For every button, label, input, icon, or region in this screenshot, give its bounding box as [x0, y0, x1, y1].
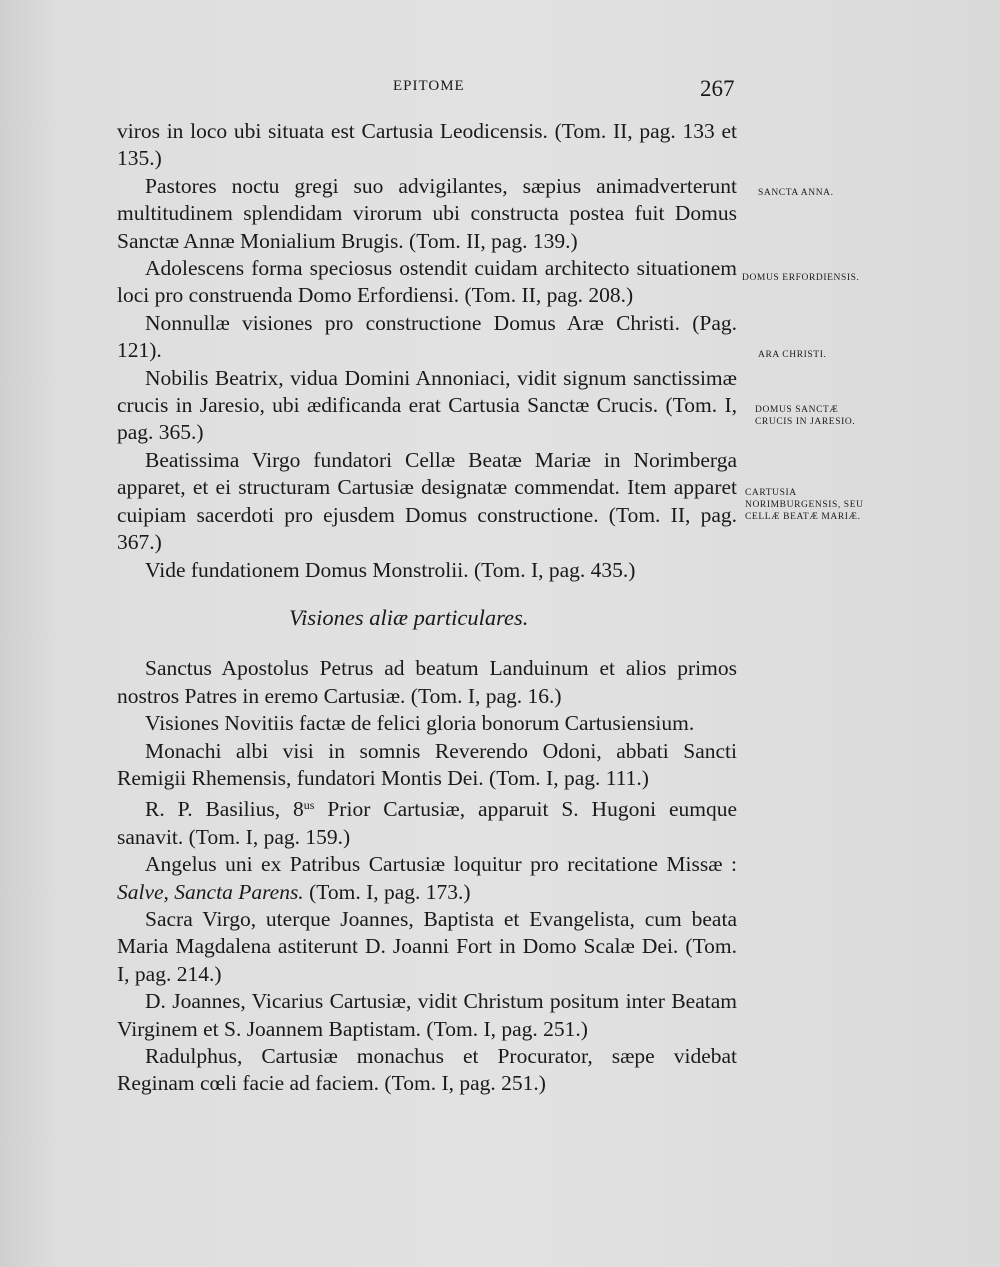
paragraph: [117, 851, 737, 906]
text-segment: R. P. Basilius, 8: [145, 797, 304, 822]
running-header: EPITOME: [393, 78, 465, 94]
paragraph: [117, 792, 737, 851]
margin-note: ARA CHRISTI.: [758, 350, 827, 360]
paragraph: Monachi albi visi in somnis Reverendo Odoni, abbati Sancti Remigii Rhemensis, fundatori Montis Dei. (Tom. I, pag. 111.): [117, 738, 737, 790]
margin-note: DOMUS SANCTÆ CRUCIS IN JARESIO.: [755, 405, 856, 427]
margin-note: CARTUSIA NORIMBURGENSIS, SEU CELLÆ BEATÆ MARIÆ.: [745, 488, 864, 522]
paragraph: D. Joannes, Vicarius Cartusiæ, vidit Christum positum inter Beatam Virginem et S. Joannem Baptistam. (Tom. I, pag. 251.): [117, 989, 737, 1041]
section-heading: Visiones aliæ particulares.: [289, 604, 529, 630]
paragraph: Sacra Virgo, uterque Joannes, Baptista et Evangelista, cum beata Maria Magdalena astiterunt D. Joanni Fort in Domo Scalæ Dei. (Tom. I, pag. 214.): [117, 906, 737, 986]
paragraph: Beatissima Virgo fundatori Cellæ Beatæ Mariæ in Norimberga apparet, et ei structuram Cartusiæ designatæ commendat. Item apparet cuipiam sacerdoti pro ejusdem Domus constructione. (Tom. II, pag. 367.): [117, 447, 737, 555]
paragraph: Nobilis Beatrix, vidua Domini Annoniaci, vidit signum sanctissimæ crucis in Jaresio, ubi ædificanda erat Cartusia Sanctæ Crucis. (Tom. I, pag. 365.): [117, 365, 737, 445]
text-segment: Angelus uni ex Patribus Cartusiæ loquitur pro recitatione Missæ :: [145, 852, 737, 877]
text-segment: Prior Cartusiæ, apparuit S. Hugoni eumque sanavit. (Tom. I, pag. 159.): [117, 797, 738, 849]
margin-note: SANCTA ANNA.: [758, 188, 834, 198]
paragraph: Sanctus Apostolus Petrus ad beatum Landuinum et alios primos nostros Patres in eremo Cartusiæ. (Tom. I, pag. 16.): [117, 656, 737, 708]
paragraph: Nonnullæ visiones pro constructione Domus Aræ Christi. (Pag. 121).: [117, 310, 737, 363]
text-segment: (Tom. I, pag. 173.): [303, 879, 471, 904]
paragraph: Pastores noctu gregi suo advigilantes, sæpius animadverterunt multitudinem splendidam virorum ubi constructa postea fuit Domus Sanctæ Annæ Monialium Brugis. (Tom. II, pag. 139.): [117, 173, 737, 253]
margin-note: DOMUS ERFORDIENSIS.: [742, 273, 860, 283]
paragraph: Radulphus, Cartusiæ monachus et Procurator, sæpe videbat Reginam cœli facie ad faciem. (Tom. I, pag. 251.): [117, 1044, 737, 1096]
paragraph: Vide fundationem Domus Monstrolii. (Tom. I, pag. 435.): [145, 557, 636, 582]
italic-title: Salve, Sancta Parens.: [117, 879, 304, 904]
body-text: [117, 118, 737, 1098]
superscript: us: [303, 798, 315, 813]
page-number: 267: [700, 76, 735, 101]
paragraph: viros in loco ubi situata est Cartusia Leodicensis. (Tom. II, pag. 133 et 135.): [117, 119, 737, 171]
paragraph: Visiones Novitiis factæ de felici gloria bonorum Cartusiensium.: [145, 711, 695, 736]
paragraph: Adolescens forma speciosus ostendit cuidam architecto situationem loci pro construenda Domo Erfordiensi. (Tom. II, pag. 208.): [117, 256, 737, 308]
